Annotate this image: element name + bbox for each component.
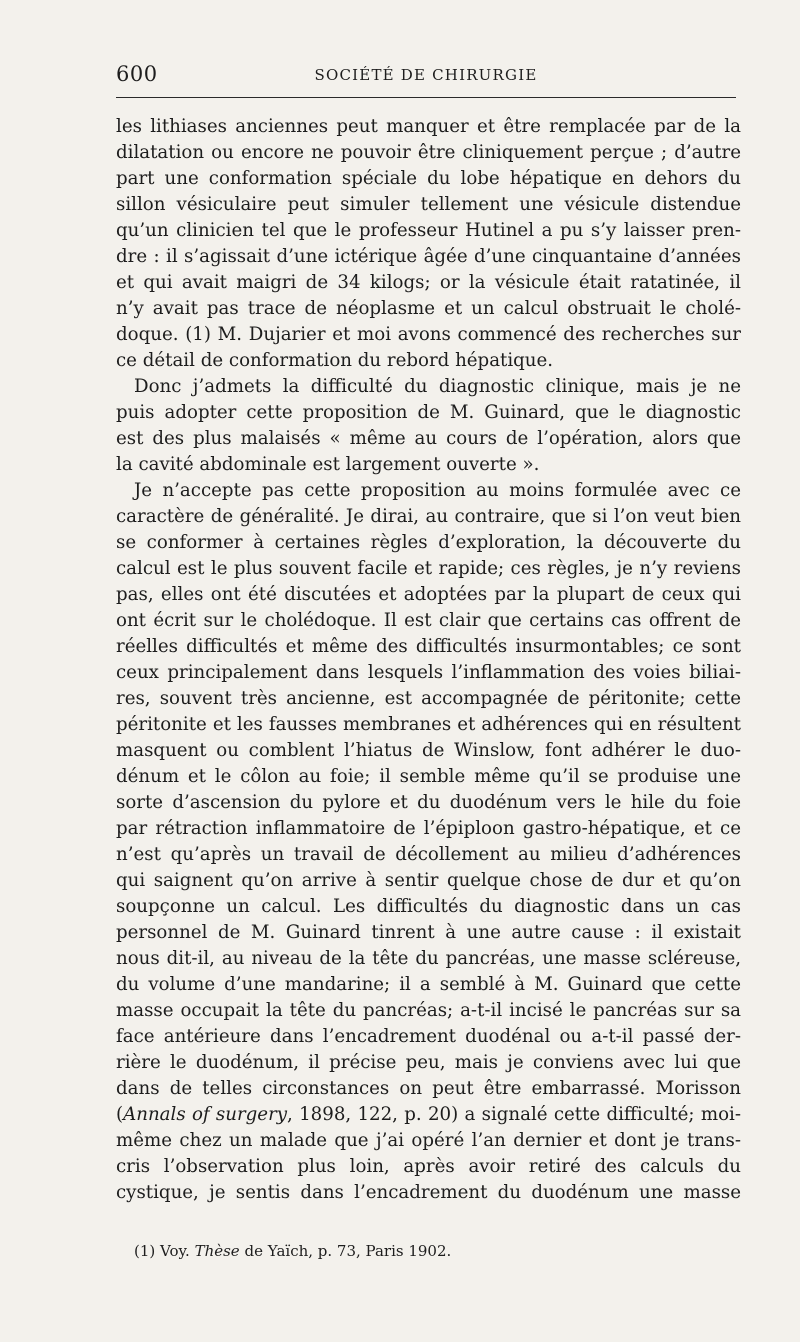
citation-rest: , 1898, 122, p. 20) a signalé cette difficulté; moi- — [287, 1104, 741, 1125]
text-line: personnel de M. Guinard tinrent à une autre cause : il existait — [116, 922, 741, 943]
text-line: du volume d’une mandarine; il a semblé à M. Guinard que cette — [116, 974, 741, 995]
text-line: calcul est le plus souvent facile et rapide; ces règles, je n’y reviens — [116, 558, 741, 579]
text-line: n’est qu’après un travail de décollement au milieu d’adhérences — [116, 844, 741, 865]
text-line: pas, elles ont été discutées et adoptées par la plupart de ceux qui — [116, 584, 741, 605]
text-line: même chez un malade que j’ai opéré l’an dernier et dont je trans- — [116, 1130, 741, 1151]
text-line: qui saignent qu’on arrive à sentir quelque chose de dur et qu’on — [116, 870, 741, 891]
text-line: Je n’accepte pas cette proposition au moins formulée avec ce — [134, 480, 741, 501]
text-line: est des plus malaisés « même au cours de l’opération, alors que — [116, 428, 741, 449]
text-line: puis adopter cette proposition de M. Guinard, que le diagnostic — [116, 402, 741, 423]
text-line: qu’un clinicien tel que le professeur Hutinel a pu s’y laisser pren- — [116, 220, 741, 241]
citation-line — [116, 1102, 741, 1128]
journal-title: Annals of surgery — [123, 1104, 288, 1125]
text-line: sillon vésiculaire peut simuler tellement une vésicule distendue — [116, 194, 741, 215]
text-line: réelles difficultés et même des difficultés insurmontables; ce sont — [116, 636, 741, 657]
text-line: sorte d’ascension du pylore et du duodénum vers le hile du foie — [116, 792, 741, 813]
text-line: nous dit-il, au niveau de la tête du pancréas, une masse scléreuse, — [116, 948, 741, 969]
running-head: SOCIÉTÉ DE CHIRURGIE — [314, 66, 538, 84]
text-line: masquent ou comblent l’hiatus de Winslow, font adhérer le duo- — [116, 740, 741, 761]
text-line: la cavité abdominale est largement ouverte ». — [116, 454, 540, 475]
footnote — [134, 1242, 451, 1260]
text-line: cystique, je sentis dans l’encadrement du duodénum une masse — [116, 1182, 741, 1203]
footnote-prefix: Voy. — [160, 1242, 190, 1260]
text-line: doque. (1) M. Dujarier et moi avons commencé des recherches sur — [116, 324, 741, 345]
text-line: péritonite et les fausses membranes et adhérences qui en résultent — [116, 714, 741, 735]
text-line: soupçonne un calcul. Les difficultés du diagnostic dans un cas — [116, 896, 741, 917]
text-line: Donc j’admets la difficulté du diagnostic clinique, mais je ne — [134, 376, 741, 397]
body-text — [116, 114, 741, 1206]
text-line: les lithiases anciennes peut manquer et être remplacée par de la — [116, 116, 741, 137]
text-line: face antérieure dans l’encadrement duodénal ou a-t-il passé der- — [116, 1026, 741, 1047]
text-line: part une conformation spéciale du lobe hépatique en dehors du — [116, 168, 741, 189]
text-line: ce détail de conformation du rebord hépatique. — [116, 350, 554, 371]
text-line: cris l’observation plus loin, après avoir retiré des calculs du — [116, 1156, 741, 1177]
text-line: se conformer à certaines règles d’exploration, la découverte du — [116, 532, 741, 553]
page-number: 600 — [116, 62, 158, 86]
text-line: caractère de généralité. Je dirai, au contraire, que si l’on veut bien — [116, 506, 741, 527]
text-line: et qui avait maigri de 34 kilogs; or la vésicule était ratatinée, il — [116, 272, 741, 293]
text-line: dilatation ou encore ne pouvoir être cliniquement perçue ; d’autre — [116, 142, 741, 163]
footnote-marker: (1) — [134, 1242, 156, 1260]
text-line: masse occupait la tête du pancréas; a-t-il incisé le pancréas sur sa — [116, 1000, 741, 1021]
text-line: dénum et le côlon au foie; il semble même qu’il se produise une — [116, 766, 741, 787]
text-line: ont écrit sur le cholédoque. Il est clair que certains cas offrent de — [116, 610, 741, 631]
text-line: dans de telles circonstances on peut être embarrassé. Morisson — [116, 1078, 741, 1099]
citation-open: ( — [116, 1104, 124, 1125]
text-line: par rétraction inflammatoire de l’épiploon gastro-hépatique, et ce — [116, 818, 741, 839]
footnote-rest: de Yaïch, p. 73, Paris 1902. — [244, 1242, 452, 1260]
page-header — [116, 62, 736, 90]
header-rule — [116, 97, 736, 98]
text-line: dre : il s’agissait d’une ictérique âgée d’une cinquantaine d’années — [116, 246, 741, 267]
footnote-title: Thèse — [194, 1242, 240, 1260]
text-line: res, souvent très ancienne, est accompagnée de péritonite; cette — [116, 688, 741, 709]
text-line: rière le duodénum, il précise peu, mais je conviens avec lui que — [116, 1052, 741, 1073]
text-line: ceux principalement dans lesquels l’inflammation des voies biliai- — [116, 662, 741, 683]
text-line: n’y avait pas trace de néoplasme et un calcul obstruait le cholé- — [116, 298, 741, 319]
